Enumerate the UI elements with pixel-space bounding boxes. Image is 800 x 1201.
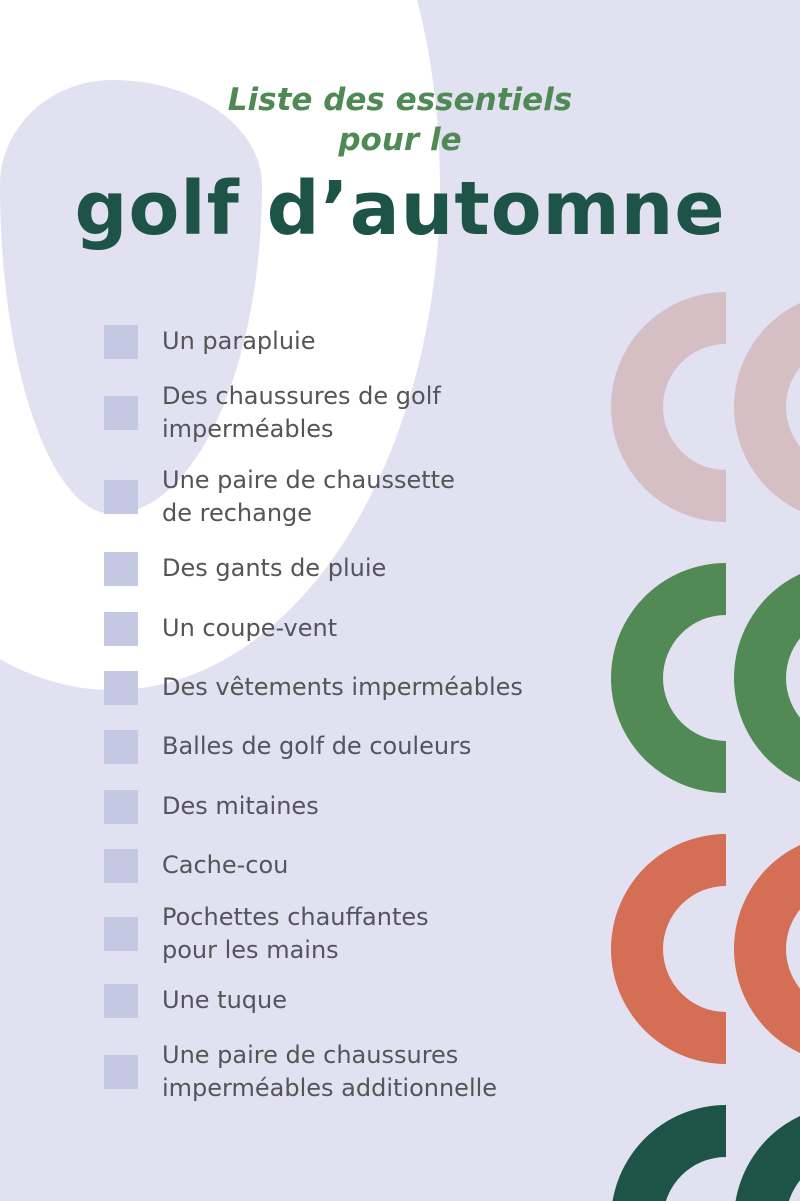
item-label: Un coupe-vent bbox=[162, 614, 338, 642]
arc-pink-2 bbox=[734, 292, 800, 522]
arc-green-1 bbox=[611, 563, 726, 793]
checklist-item[interactable] bbox=[104, 545, 624, 592]
item-label: Une tuque bbox=[162, 986, 288, 1014]
checklist-item[interactable] bbox=[104, 977, 624, 1024]
checkbox[interactable] bbox=[104, 790, 138, 824]
subtitle: Liste des essentiels pour le bbox=[227, 82, 573, 158]
item-label: Pochettes chauffantes pour les mains bbox=[162, 902, 429, 964]
item-label: Balles de golf de couleurs bbox=[162, 732, 472, 760]
page-title: golf d’automne bbox=[74, 166, 726, 252]
checklist-item[interactable] bbox=[104, 896, 624, 971]
checkbox[interactable] bbox=[104, 480, 138, 514]
checkbox[interactable] bbox=[104, 552, 138, 586]
item-label: Cache-cou bbox=[162, 851, 289, 879]
arc-dark-green-1 bbox=[611, 1105, 726, 1201]
checkbox[interactable] bbox=[104, 849, 138, 883]
checkbox[interactable] bbox=[104, 396, 138, 430]
item-label: Une paire de chaussette de rechange bbox=[162, 465, 455, 527]
checkbox[interactable] bbox=[104, 325, 138, 359]
item-label: Des gants de pluie bbox=[162, 554, 387, 582]
item-label: Des mitaines bbox=[162, 792, 319, 820]
checklist-item[interactable] bbox=[104, 375, 624, 450]
checklist-item[interactable] bbox=[104, 459, 624, 534]
checkbox[interactable] bbox=[104, 984, 138, 1018]
checkbox[interactable] bbox=[104, 917, 138, 951]
checkbox[interactable] bbox=[104, 612, 138, 646]
arc-orange-2 bbox=[734, 834, 800, 1064]
checkbox[interactable] bbox=[104, 730, 138, 764]
arc-orange-1 bbox=[611, 834, 726, 1064]
checklist-item[interactable] bbox=[104, 1034, 624, 1109]
header bbox=[0, 80, 800, 254]
arc-dark-green-2 bbox=[734, 1105, 800, 1201]
item-label: Des vêtements imperméables bbox=[162, 673, 523, 701]
checklist-item[interactable] bbox=[104, 723, 624, 770]
item-label: Une paire de chaussures imperméables additionnelle bbox=[162, 1040, 498, 1102]
checkbox[interactable] bbox=[104, 671, 138, 705]
checklist-item[interactable] bbox=[104, 664, 624, 711]
checklist bbox=[104, 318, 624, 1109]
arc-pink-1 bbox=[611, 292, 726, 522]
arc-green-2 bbox=[734, 563, 800, 793]
checklist-item[interactable] bbox=[104, 605, 624, 652]
checklist-item[interactable] bbox=[104, 842, 624, 889]
checklist-item[interactable] bbox=[104, 783, 624, 830]
item-label: Des chaussures de golf imperméables bbox=[162, 381, 441, 443]
checklist-item[interactable] bbox=[104, 318, 624, 365]
checkbox[interactable] bbox=[104, 1055, 138, 1089]
item-label: Un parapluie bbox=[162, 327, 316, 355]
